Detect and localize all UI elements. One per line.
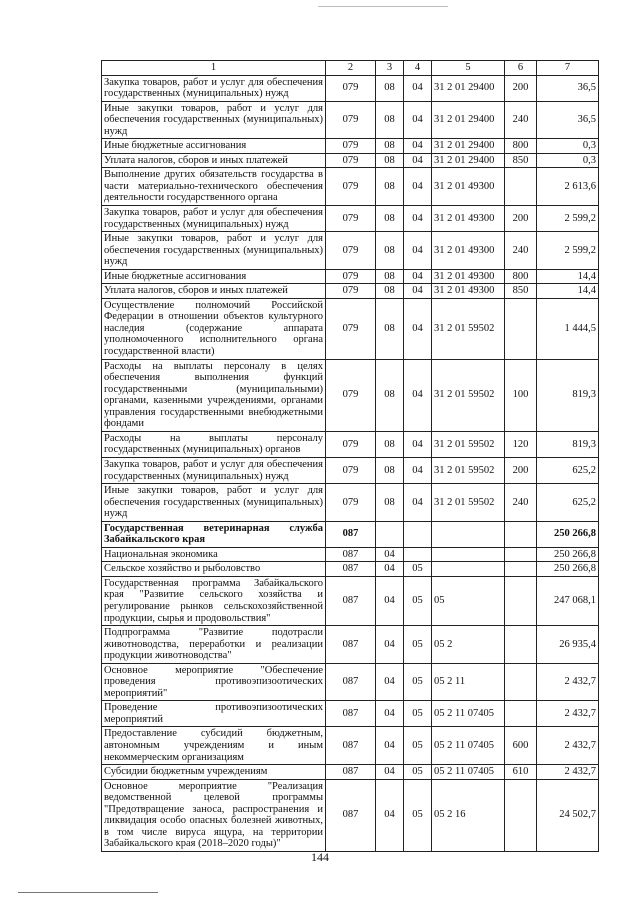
table-row — [102, 168, 599, 206]
row-section: 04 — [376, 576, 404, 625]
row-target-article: 31 2 01 29400 — [432, 75, 505, 101]
row-amount: 625,2 — [537, 484, 599, 522]
row-section: 08 — [376, 431, 404, 457]
row-amount: 14,4 — [537, 284, 599, 299]
row-expense-type: 240 — [505, 484, 537, 522]
row-section: 08 — [376, 168, 404, 206]
row-expense-type: 200 — [505, 457, 537, 483]
row-name: Иные закупки товаров, работ и услуг для обеспечения государственных (муниципальных) нужд — [102, 101, 326, 139]
row-section: 08 — [376, 101, 404, 139]
row-expense-type: 800 — [505, 139, 537, 154]
row-ministry-code: 079 — [326, 284, 376, 299]
table-row — [102, 139, 599, 154]
row-subsection: 05 — [404, 779, 432, 851]
row-section: 08 — [376, 206, 404, 232]
header-col-4: 4 — [404, 61, 432, 76]
row-name: Основное мероприятие "Реализация ведомственной целевой программы "Предотвращение заноса, распространения и ликвидация особо опасных болезней животных, в том числе вируса ящура, на территории Забайкальского края (2018–2020 годы)" — [102, 779, 326, 851]
scan-top-line — [318, 6, 448, 7]
table-row — [102, 269, 599, 284]
row-name: Проведение противоэпизоотических мероприятий — [102, 701, 326, 727]
row-ministry-code: 079 — [326, 206, 376, 232]
row-name: Выполнение других обязательств государства в части материально-технического обеспечения деятельности государственного органа — [102, 168, 326, 206]
row-expense-type: 240 — [505, 101, 537, 139]
row-amount: 250 266,8 — [537, 521, 599, 547]
row-name: Уплата налогов, сборов и иных платежей — [102, 153, 326, 168]
row-subsection — [404, 521, 432, 547]
header-col-1: 1 — [102, 61, 326, 76]
row-section: 08 — [376, 139, 404, 154]
table-row — [102, 75, 599, 101]
row-ministry-code: 079 — [326, 269, 376, 284]
row-section: 04 — [376, 547, 404, 562]
row-amount: 26 935,4 — [537, 626, 599, 664]
row-ministry-code: 079 — [326, 139, 376, 154]
row-section: 04 — [376, 727, 404, 765]
row-ministry-code: 087 — [326, 765, 376, 780]
row-expense-type — [505, 779, 537, 851]
row-target-article: 05 2 11 07405 — [432, 765, 505, 780]
row-expense-type: 200 — [505, 206, 537, 232]
row-name: Осуществление полномочий Российской Федерации в отношении объектов культурного наследия (содержание аппарата уполномоченного исполнительного органа государственной власти) — [102, 298, 326, 359]
row-expense-type: 600 — [505, 727, 537, 765]
row-expense-type: 200 — [505, 75, 537, 101]
row-ministry-code: 079 — [326, 153, 376, 168]
row-subsection: 04 — [404, 101, 432, 139]
row-subsection: 04 — [404, 232, 432, 270]
row-target-article — [432, 547, 505, 562]
row-subsection: 05 — [404, 562, 432, 577]
row-amount: 250 266,8 — [537, 562, 599, 577]
table-row — [102, 232, 599, 270]
row-ministry-code: 079 — [326, 232, 376, 270]
row-target-article: 31 2 01 49300 — [432, 206, 505, 232]
row-section: 08 — [376, 284, 404, 299]
row-amount: 0,3 — [537, 153, 599, 168]
row-subsection — [404, 547, 432, 562]
row-amount: 2 432,7 — [537, 663, 599, 701]
row-name: Иные бюджетные ассигнования — [102, 269, 326, 284]
row-amount: 14,4 — [537, 269, 599, 284]
row-amount: 2 432,7 — [537, 765, 599, 780]
budget-table — [101, 60, 599, 852]
row-name: Расходы на выплаты персоналу государственных (муниципальных) органов — [102, 431, 326, 457]
row-section: 08 — [376, 75, 404, 101]
row-expense-type — [505, 626, 537, 664]
row-amount: 2 599,2 — [537, 232, 599, 270]
row-amount: 2 432,7 — [537, 727, 599, 765]
row-amount: 36,5 — [537, 75, 599, 101]
row-section: 04 — [376, 626, 404, 664]
table-row — [102, 562, 599, 577]
row-expense-type — [505, 298, 537, 359]
row-ministry-code: 087 — [326, 576, 376, 625]
row-subsection: 04 — [404, 168, 432, 206]
row-ministry-code: 087 — [326, 727, 376, 765]
scan-bottom-line — [18, 892, 158, 893]
row-ministry-code: 079 — [326, 298, 376, 359]
row-target-article: 31 2 01 49300 — [432, 284, 505, 299]
row-amount: 36,5 — [537, 101, 599, 139]
table-row — [102, 626, 599, 664]
row-section: 08 — [376, 298, 404, 359]
table-row — [102, 701, 599, 727]
table-row — [102, 765, 599, 780]
row-subsection: 04 — [404, 206, 432, 232]
row-target-article: 31 2 01 49300 — [432, 168, 505, 206]
row-expense-type — [505, 663, 537, 701]
row-ministry-code: 079 — [326, 75, 376, 101]
row-subsection: 04 — [404, 457, 432, 483]
row-expense-type — [505, 701, 537, 727]
row-section: 04 — [376, 663, 404, 701]
row-section: 08 — [376, 457, 404, 483]
row-section: 04 — [376, 701, 404, 727]
row-name: Субсидии бюджетным учреждениям — [102, 765, 326, 780]
table-row — [102, 206, 599, 232]
row-target-article: 05 2 16 — [432, 779, 505, 851]
row-name: Уплата налогов, сборов и иных платежей — [102, 284, 326, 299]
row-target-article — [432, 521, 505, 547]
row-target-article: 05 — [432, 576, 505, 625]
row-ministry-code: 079 — [326, 359, 376, 431]
row-name: Подпрограмма "Развитие подотрасли животноводства, переработки и реализации продукции животноводства" — [102, 626, 326, 664]
table-body — [102, 75, 599, 851]
row-subsection: 05 — [404, 727, 432, 765]
row-subsection: 04 — [404, 75, 432, 101]
row-amount: 819,3 — [537, 431, 599, 457]
table-row — [102, 521, 599, 547]
row-name: Расходы на выплаты персоналу в целях обеспечения выполнения функций государственными (муниципальными) органами, казенными учреждениями, органами управления государственными внебюджетными фондами — [102, 359, 326, 431]
page-number: 144 — [311, 850, 329, 864]
row-ministry-code: 079 — [326, 168, 376, 206]
row-ministry-code: 079 — [326, 431, 376, 457]
header-row — [102, 61, 599, 76]
row-amount: 24 502,7 — [537, 779, 599, 851]
row-subsection: 04 — [404, 431, 432, 457]
row-expense-type — [505, 168, 537, 206]
row-target-article: 31 2 01 49300 — [432, 232, 505, 270]
row-name: Закупка товаров, работ и услуг для обеспечения государственных (муниципальных) нужд — [102, 206, 326, 232]
table-row — [102, 576, 599, 625]
header-col-7: 7 — [537, 61, 599, 76]
row-section: 04 — [376, 765, 404, 780]
row-subsection: 04 — [404, 153, 432, 168]
table-row — [102, 284, 599, 299]
row-subsection: 05 — [404, 576, 432, 625]
row-expense-type — [505, 521, 537, 547]
row-target-article: 31 2 01 59502 — [432, 457, 505, 483]
row-subsection: 05 — [404, 765, 432, 780]
row-target-article: 05 2 11 — [432, 663, 505, 701]
header-col-5: 5 — [432, 61, 505, 76]
row-expense-type — [505, 576, 537, 625]
row-target-article: 05 2 11 07405 — [432, 701, 505, 727]
row-expense-type: 850 — [505, 284, 537, 299]
row-ministry-code: 087 — [326, 701, 376, 727]
row-target-article: 31 2 01 49300 — [432, 269, 505, 284]
table-row — [102, 727, 599, 765]
row-ministry-code: 087 — [326, 663, 376, 701]
row-name: Государственная программа Забайкальского края "Развитие сельского хозяйства и регулирование рынков сельскохозяйственной продукции, сырья и продовольствия" — [102, 576, 326, 625]
row-section: 04 — [376, 562, 404, 577]
row-subsection: 04 — [404, 269, 432, 284]
row-subsection: 04 — [404, 359, 432, 431]
row-name: Предоставление субсидий бюджетным, автономным учреждениям и иным некоммерческим организациям — [102, 727, 326, 765]
row-amount: 0,3 — [537, 139, 599, 154]
table-row — [102, 101, 599, 139]
row-expense-type — [505, 547, 537, 562]
row-amount: 250 266,8 — [537, 547, 599, 562]
row-subsection: 04 — [404, 298, 432, 359]
row-ministry-code: 087 — [326, 626, 376, 664]
row-ministry-code: 079 — [326, 457, 376, 483]
row-amount: 2 432,7 — [537, 701, 599, 727]
row-section: 08 — [376, 359, 404, 431]
header-col-3: 3 — [376, 61, 404, 76]
table-row — [102, 359, 599, 431]
row-subsection: 04 — [404, 484, 432, 522]
row-expense-type: 850 — [505, 153, 537, 168]
row-subsection: 05 — [404, 626, 432, 664]
row-target-article: 05 2 — [432, 626, 505, 664]
table-row — [102, 457, 599, 483]
row-expense-type: 100 — [505, 359, 537, 431]
row-target-article: 31 2 01 59502 — [432, 484, 505, 522]
row-amount: 2 599,2 — [537, 206, 599, 232]
row-name: Закупка товаров, работ и услуг для обеспечения государственных (муниципальных) нужд — [102, 75, 326, 101]
row-ministry-code: 079 — [326, 101, 376, 139]
table-row — [102, 484, 599, 522]
table-row — [102, 153, 599, 168]
row-name: Национальная экономика — [102, 547, 326, 562]
row-target-article: 31 2 01 59502 — [432, 298, 505, 359]
row-amount: 625,2 — [537, 457, 599, 483]
table-row — [102, 298, 599, 359]
row-name: Закупка товаров, работ и услуг для обеспечения государственных (муниципальных) нужд — [102, 457, 326, 483]
row-ministry-code: 087 — [326, 547, 376, 562]
row-ministry-code: 087 — [326, 521, 376, 547]
row-target-article: 31 2 01 59502 — [432, 431, 505, 457]
row-expense-type: 120 — [505, 431, 537, 457]
row-subsection: 04 — [404, 284, 432, 299]
row-target-article: 05 2 11 07405 — [432, 727, 505, 765]
row-name: Государственная ветеринарная служба Забайкальского края — [102, 521, 326, 547]
row-expense-type: 800 — [505, 269, 537, 284]
table-row — [102, 663, 599, 701]
row-expense-type: 610 — [505, 765, 537, 780]
row-amount: 2 613,6 — [537, 168, 599, 206]
row-target-article — [432, 562, 505, 577]
row-section: 08 — [376, 484, 404, 522]
row-expense-type — [505, 562, 537, 577]
row-name: Иные закупки товаров, работ и услуг для обеспечения государственных (муниципальных) нужд — [102, 232, 326, 270]
table-row — [102, 547, 599, 562]
row-subsection: 05 — [404, 701, 432, 727]
row-name: Основное мероприятие "Обеспечение проведения противоэпизоотических мероприятий" — [102, 663, 326, 701]
table-row — [102, 779, 599, 851]
row-subsection: 04 — [404, 139, 432, 154]
row-amount: 247 068,1 — [537, 576, 599, 625]
row-amount: 819,3 — [537, 359, 599, 431]
row-section: 08 — [376, 269, 404, 284]
row-ministry-code: 087 — [326, 562, 376, 577]
header-col-6: 6 — [505, 61, 537, 76]
row-subsection: 05 — [404, 663, 432, 701]
row-ministry-code: 079 — [326, 484, 376, 522]
row-name: Иные закупки товаров, работ и услуг для обеспечения государственных (муниципальных) нужд — [102, 484, 326, 522]
table-row — [102, 431, 599, 457]
row-section: 04 — [376, 779, 404, 851]
row-target-article: 31 2 01 29400 — [432, 153, 505, 168]
row-name: Сельское хозяйство и рыболовство — [102, 562, 326, 577]
header-col-2: 2 — [326, 61, 376, 76]
row-section: 08 — [376, 232, 404, 270]
row-section: 08 — [376, 153, 404, 168]
row-target-article: 31 2 01 59502 — [432, 359, 505, 431]
row-ministry-code: 087 — [326, 779, 376, 851]
row-expense-type: 240 — [505, 232, 537, 270]
row-name: Иные бюджетные ассигнования — [102, 139, 326, 154]
row-target-article: 31 2 01 29400 — [432, 101, 505, 139]
row-amount: 1 444,5 — [537, 298, 599, 359]
row-section — [376, 521, 404, 547]
row-target-article: 31 2 01 29400 — [432, 139, 505, 154]
